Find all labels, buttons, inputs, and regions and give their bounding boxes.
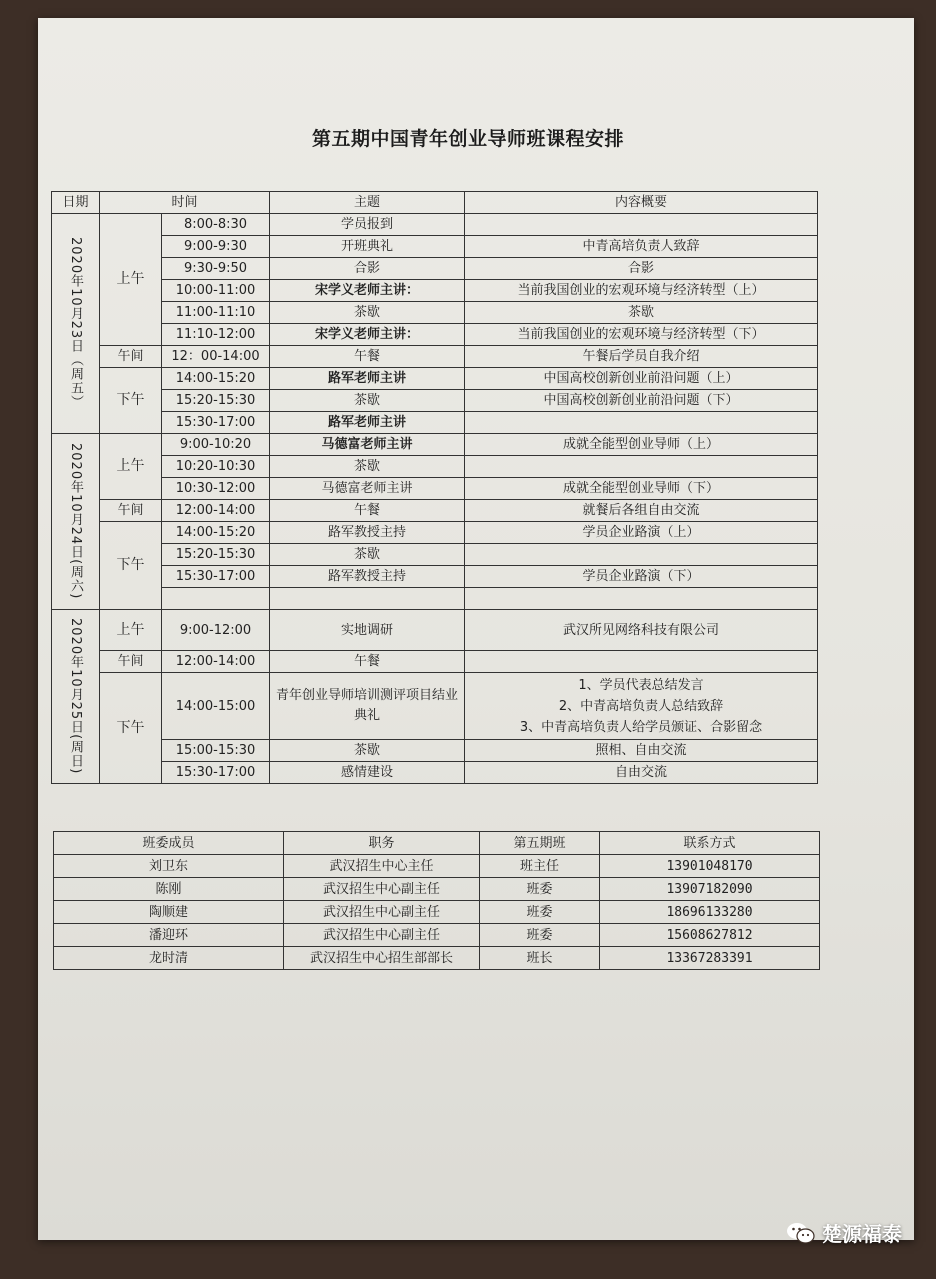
member-position: 武汉招生中心主任 <box>284 855 480 878</box>
time-cell: 9:00-10:20 <box>162 434 270 456</box>
wechat-icon <box>786 1221 816 1245</box>
time-cell: 12:00-14:00 <box>162 500 270 522</box>
content-cell: 午餐后学员自我介绍 <box>465 346 818 368</box>
table-row <box>52 500 818 522</box>
topic-cell: 合影 <box>270 258 465 280</box>
content-cell: 成就全能型创业导师（上） <box>465 434 818 456</box>
table-row <box>52 673 818 740</box>
schedule-table <box>51 191 818 784</box>
table-row <box>54 947 820 970</box>
topic-cell: 茶歇 <box>270 456 465 478</box>
table-row <box>52 236 818 258</box>
member-phone: 13907182090 <box>600 878 820 901</box>
time-cell: 15:30-17:00 <box>162 412 270 434</box>
table-row <box>54 878 820 901</box>
day2-date-cell <box>52 434 100 610</box>
content-cell: 中国高校创新创业前沿问题（上） <box>465 368 818 390</box>
watermark-text: 楚源福泰 <box>822 1222 902 1246</box>
table-row <box>52 566 818 588</box>
topic-cell: 午餐 <box>270 651 465 673</box>
day1-date-cell <box>52 214 100 434</box>
table-row <box>52 390 818 412</box>
time-cell: 11:10-12:00 <box>162 324 270 346</box>
table-row <box>54 855 820 878</box>
member-position: 武汉招生中心招生部部长 <box>284 947 480 970</box>
table-row <box>52 368 818 390</box>
time-cell: 15:20-15:30 <box>162 544 270 566</box>
member-position: 武汉招生中心副主任 <box>284 924 480 947</box>
time-cell: 9:30-9:50 <box>162 258 270 280</box>
day2-am: 上午 <box>100 434 162 500</box>
content-cell <box>465 456 818 478</box>
topic-cell <box>270 588 465 610</box>
content-cell-multiline <box>465 673 818 740</box>
content-line: 3、中青高培负责人给学员颁证、合影留念 <box>519 719 763 735</box>
member-name: 潘迎环 <box>54 924 284 947</box>
member-phone: 13901048170 <box>600 855 820 878</box>
table-row <box>54 924 820 947</box>
content-cell <box>465 588 818 610</box>
header-class-role: 第五期班 <box>480 832 600 855</box>
day2-noon: 午间 <box>100 500 162 522</box>
time-cell: 15:30-17:00 <box>162 762 270 784</box>
content-cell: 自由交流 <box>465 762 818 784</box>
member-role: 班委 <box>480 924 600 947</box>
table-row <box>52 651 818 673</box>
day1-noon: 午间 <box>100 346 162 368</box>
content-cell: 中青高培负责人致辞 <box>465 236 818 258</box>
day3-pm: 下午 <box>100 673 162 784</box>
time-cell: 10:00-11:00 <box>162 280 270 302</box>
content-cell: 中国高校创新创业前沿问题（下） <box>465 390 818 412</box>
header-topic: 主题 <box>270 192 465 214</box>
day2-date: 2020年10月24日(周六) <box>68 443 83 600</box>
day3-am: 上午 <box>100 610 162 651</box>
topic-cell: 宋学义老师主讲： <box>270 324 465 346</box>
table-row <box>52 302 818 324</box>
day2-pm: 下午 <box>100 522 162 610</box>
content-cell: 成就全能型创业导师（下） <box>465 478 818 500</box>
header-date: 日期 <box>52 192 100 214</box>
content-line: 1、学员代表总结发言 <box>578 677 704 693</box>
time-cell: 8:00-8:30 <box>162 214 270 236</box>
day3-noon: 午间 <box>100 651 162 673</box>
content-cell <box>465 412 818 434</box>
header-position: 职务 <box>284 832 480 855</box>
day1-am: 上午 <box>100 214 162 346</box>
header-content: 内容概要 <box>465 192 818 214</box>
topic-cell: 路军老师主讲 <box>270 368 465 390</box>
table-row <box>52 412 818 434</box>
topic-cell: 开班典礼 <box>270 236 465 258</box>
topic-cell: 午餐 <box>270 500 465 522</box>
member-name: 龙时清 <box>54 947 284 970</box>
table-row <box>52 258 818 280</box>
topic-cell: 茶歇 <box>270 390 465 412</box>
time-cell: 15:30-17:00 <box>162 566 270 588</box>
table-row <box>52 456 818 478</box>
table-row <box>52 762 818 784</box>
topic-cell: 学员报到 <box>270 214 465 236</box>
table-row <box>54 901 820 924</box>
table-row <box>52 434 818 456</box>
content-cell: 照相、自由交流 <box>465 740 818 762</box>
content-cell: 合影 <box>465 258 818 280</box>
topic-cell: 路军老师主讲 <box>270 412 465 434</box>
content-cell: 学员企业路演（上） <box>465 522 818 544</box>
table-row <box>52 324 818 346</box>
member-position: 武汉招生中心副主任 <box>284 878 480 901</box>
topic-cell: 路军教授主持 <box>270 522 465 544</box>
table-row <box>52 740 818 762</box>
member-role: 班委 <box>480 878 600 901</box>
time-cell: 9:00-12:00 <box>162 610 270 651</box>
page-title: 第五期中国青年创业导师班课程安排 <box>311 128 624 150</box>
member-position: 武汉招生中心副主任 <box>284 901 480 924</box>
day3-date: 2020年10月25日(周日) <box>68 618 83 775</box>
day3-date-cell <box>52 610 100 784</box>
topic-cell: 宋学义老师主讲： <box>270 280 465 302</box>
member-name: 陶顺建 <box>54 901 284 924</box>
header-member: 班委成员 <box>54 832 284 855</box>
content-cell: 茶歇 <box>465 302 818 324</box>
time-cell: 11:00-11:10 <box>162 302 270 324</box>
topic-cell: 实地调研 <box>270 610 465 651</box>
topic-cell: 茶歇 <box>270 544 465 566</box>
table-row <box>52 214 818 236</box>
content-cell: 当前我国创业的宏观环境与经济转型（下） <box>465 324 818 346</box>
table-row <box>52 522 818 544</box>
member-name: 陈刚 <box>54 878 284 901</box>
roster-header-row <box>54 832 820 855</box>
topic-cell: 路军教授主持 <box>270 566 465 588</box>
topic-cell: 茶歇 <box>270 740 465 762</box>
table-row <box>52 478 818 500</box>
content-cell <box>465 214 818 236</box>
day1-pm: 下午 <box>100 368 162 434</box>
content-cell: 学员企业路演（下） <box>465 566 818 588</box>
time-cell: 15:00-15:30 <box>162 740 270 762</box>
day1-date: 2020年10月23日（周五） <box>68 237 83 410</box>
content-cell <box>465 651 818 673</box>
member-role: 班长 <box>480 947 600 970</box>
member-phone: 15608627812 <box>600 924 820 947</box>
topic-cell: 马德富老师主讲 <box>270 434 465 456</box>
header-contact: 联系方式 <box>600 832 820 855</box>
topic-cell: 马德富老师主讲 <box>270 478 465 500</box>
time-cell: 9:00-9:30 <box>162 236 270 258</box>
time-cell: 14:00-15:20 <box>162 522 270 544</box>
content-cell: 当前我国创业的宏观环境与经济转型（上） <box>465 280 818 302</box>
time-cell: 14:00-15:20 <box>162 368 270 390</box>
time-cell: 15:20-15:30 <box>162 390 270 412</box>
time-cell: 14:00-15:00 <box>162 673 270 740</box>
content-cell: 就餐后各组自由交流 <box>465 500 818 522</box>
header-time: 时间 <box>100 192 270 214</box>
member-role: 班主任 <box>480 855 600 878</box>
time-cell: 12:00-14:00 <box>162 651 270 673</box>
time-cell: 12：00-14:00 <box>162 346 270 368</box>
table-row-empty <box>52 588 818 610</box>
watermark <box>786 1218 902 1247</box>
table-row <box>52 544 818 566</box>
time-cell <box>162 588 270 610</box>
topic-cell: 午餐 <box>270 346 465 368</box>
table-row <box>52 346 818 368</box>
topic-cell: 感情建设 <box>270 762 465 784</box>
member-phone: 13367283391 <box>600 947 820 970</box>
content-cell: 武汉所见网络科技有限公司 <box>465 610 818 651</box>
schedule-header-row <box>52 192 818 214</box>
member-name: 刘卫东 <box>54 855 284 878</box>
topic-cell: 茶歇 <box>270 302 465 324</box>
member-phone: 18696133280 <box>600 901 820 924</box>
time-cell: 10:30-12:00 <box>162 478 270 500</box>
content-line: 2、中青高培负责人总结致辞 <box>558 698 724 714</box>
content-cell <box>465 544 818 566</box>
table-row <box>52 280 818 302</box>
time-cell: 10:20-10:30 <box>162 456 270 478</box>
topic-cell: 青年创业导师培训测评项目结业典礼 <box>270 673 465 740</box>
table-row <box>52 610 818 651</box>
member-role: 班委 <box>480 901 600 924</box>
class-committee-table <box>53 831 820 970</box>
